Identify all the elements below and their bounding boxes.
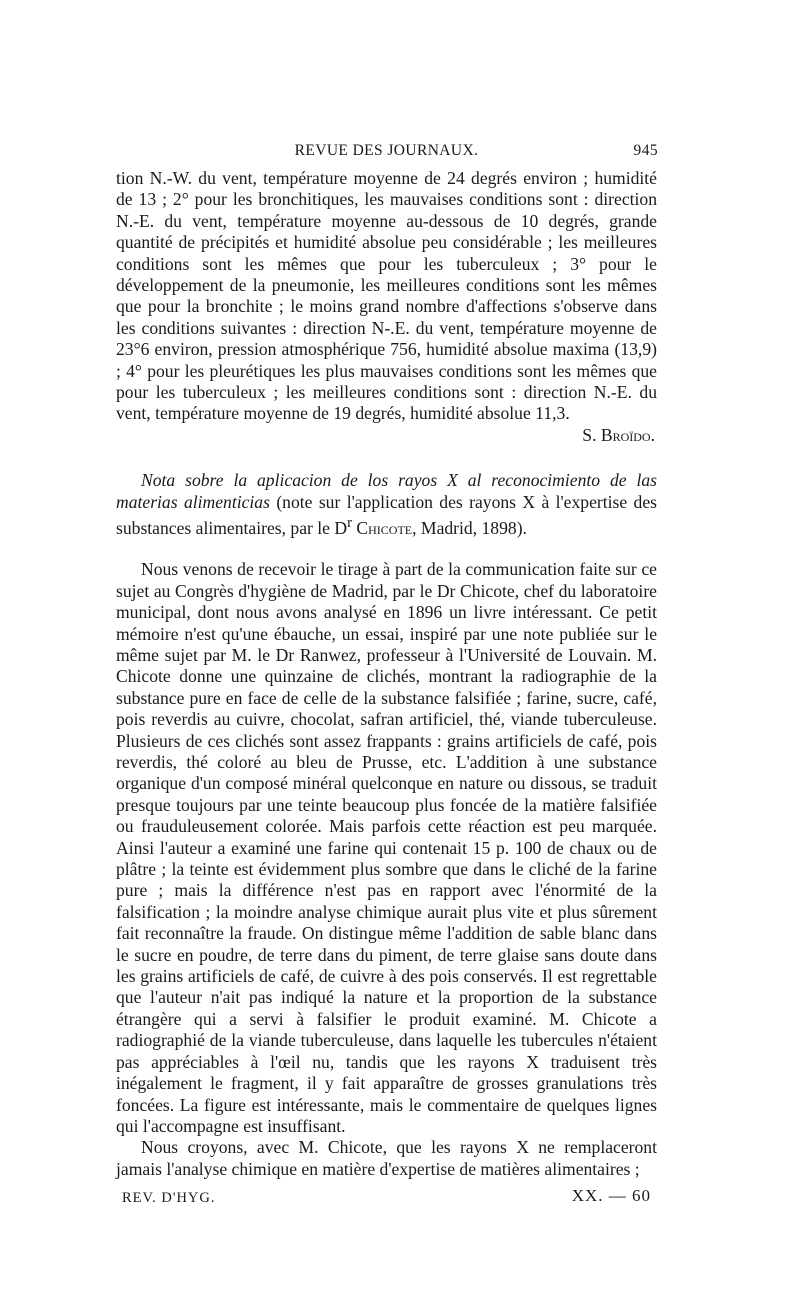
page-number: 945: [633, 142, 658, 159]
review-title-rest-1: (note sur l'application des rayons X à l'expertise des substances alimentaires, par le D: [116, 491, 657, 538]
review-title-sup: r: [347, 515, 352, 532]
review-title-author: Chicote: [351, 517, 413, 538]
signature-text: S. Broïdo.: [582, 424, 655, 445]
author-signature: [116, 425, 657, 446]
review-heading: [116, 470, 657, 539]
running-header: [116, 138, 657, 168]
body-paragraph-1: Nous venons de recevoir le tirage à part de la communication faite sur ce sujet au Congrès d'hygiène de Madrid, par le Dr Chicote, chef du laboratoire municipal, dont nous avons analysé en 1896 un livre intéressant. Ce petit mémoire n'est qu'une ébauche, un essai, inspiré par une note publiée sur le même sujet par M. le Dr Ranwez, professeur à l'Université de Louvain. M. Chicote donne une quinzaine de clichés, montrant la radiographie de la substance pure en face de celle de la substance falsifiée ; farine, sucre, café, pois reverdis au cuivre, chocolat, safran artificiel, thé, viande tuberculeuse. Plusieurs de ces clichés sont assez frappants : grains artificiels de café, pois reverdis, thé coloré au bleu de Prusse, etc. L'addition à une substance organique d'un composé minéral quelconque en nature ou dissous, se traduit presque toujours par une teinte beaucoup plus foncée de la matière falsifiée ou frauduleusement colorée. Mais parfois cette réaction est peu marquée. Ainsi l'auteur a examiné une farine qui contenait 15 p. 100 de chaux ou de plâtre ; la teinte est évidemment plus sombre que dans le cliché de la farine pure ; mais la différence n'est pas en rapport avec l'énormité de la falsification ; la moindre analyse chimique aurait plus vite et plus sûrement fait reconnaître la fraude. On distingue même l'addition de sable blanc dans le sucre en poudre, de terre dans du piment, de terre glaise sans doute dans les grains artificiels de café, de cuivre à des pois conservés. Il est regrettable que l'auteur n'ait pas indiqué la nature et la proportion de la substance étrangère qui a servi à falsifier le produit examiné. M. Chicote a radiographié de la viande tuberculeuse, dans laquelle les tubercules n'étaient pas appréciables à l'œil nu, tandis que les rayons X traduisent très inégalement le fragment, il y fait apparaître de grosses granulations très foncées. La figure est intéressante, mais le commentaire de quelques lignes qui l'accompagne est insuffisant.: [116, 559, 657, 1136]
footer-signature-mark: XX. — 60: [571, 1186, 651, 1206]
running-title: REVUE DES JOURNAUX.: [294, 142, 479, 159]
review-title-italic: Nota sobre la aplicacion de los rayos X al reconocimiento de las materias alimenticias: [116, 470, 657, 512]
article-continuation: tion N.-W. du vent, température moyenne de 24 degrés environ ; humidité de 13 ; 2° pour les bronchitiques, les mauvaises conditions sont : direction N.-E. du vent, température moyenne au-dessous de 10 degrés, grande quantité de précipités et humidité absolue peu considérable ; les meilleures conditions sont les mêmes que pour les tuberculeux ; 3° pour le développement de la pneumonie, les meilleures conditions sont les mêmes que pour la bronchite ; le moins grand nombre d'affections s'observe dans les conditions suivantes : direction N-.E. du vent, température moyenne de 23°6 environ, pression atmosphérique 756, humidité absolue maxima (13,9) ; 4° pour les pleurétiques les plus mauvaises conditions sont les mêmes que pour les tuberculeux ; les meilleures conditions sont : direction N.-E. du vent, température moyenne de 19 degrés, humidité absolue 11,3.: [116, 168, 657, 424]
footer-journal-abbrev: REV. D'HYG.: [122, 1190, 216, 1207]
page-footer: [116, 1184, 657, 1214]
page: [116, 138, 657, 1214]
body-paragraph-2: Nous croyons, avec M. Chicote, que les rayons X ne remplaceront jamais l'analyse chimique en matière d'expertise de matières alimentaires ;: [116, 1137, 657, 1179]
review-title-rest-2: , Madrid, 1898).: [412, 517, 527, 538]
